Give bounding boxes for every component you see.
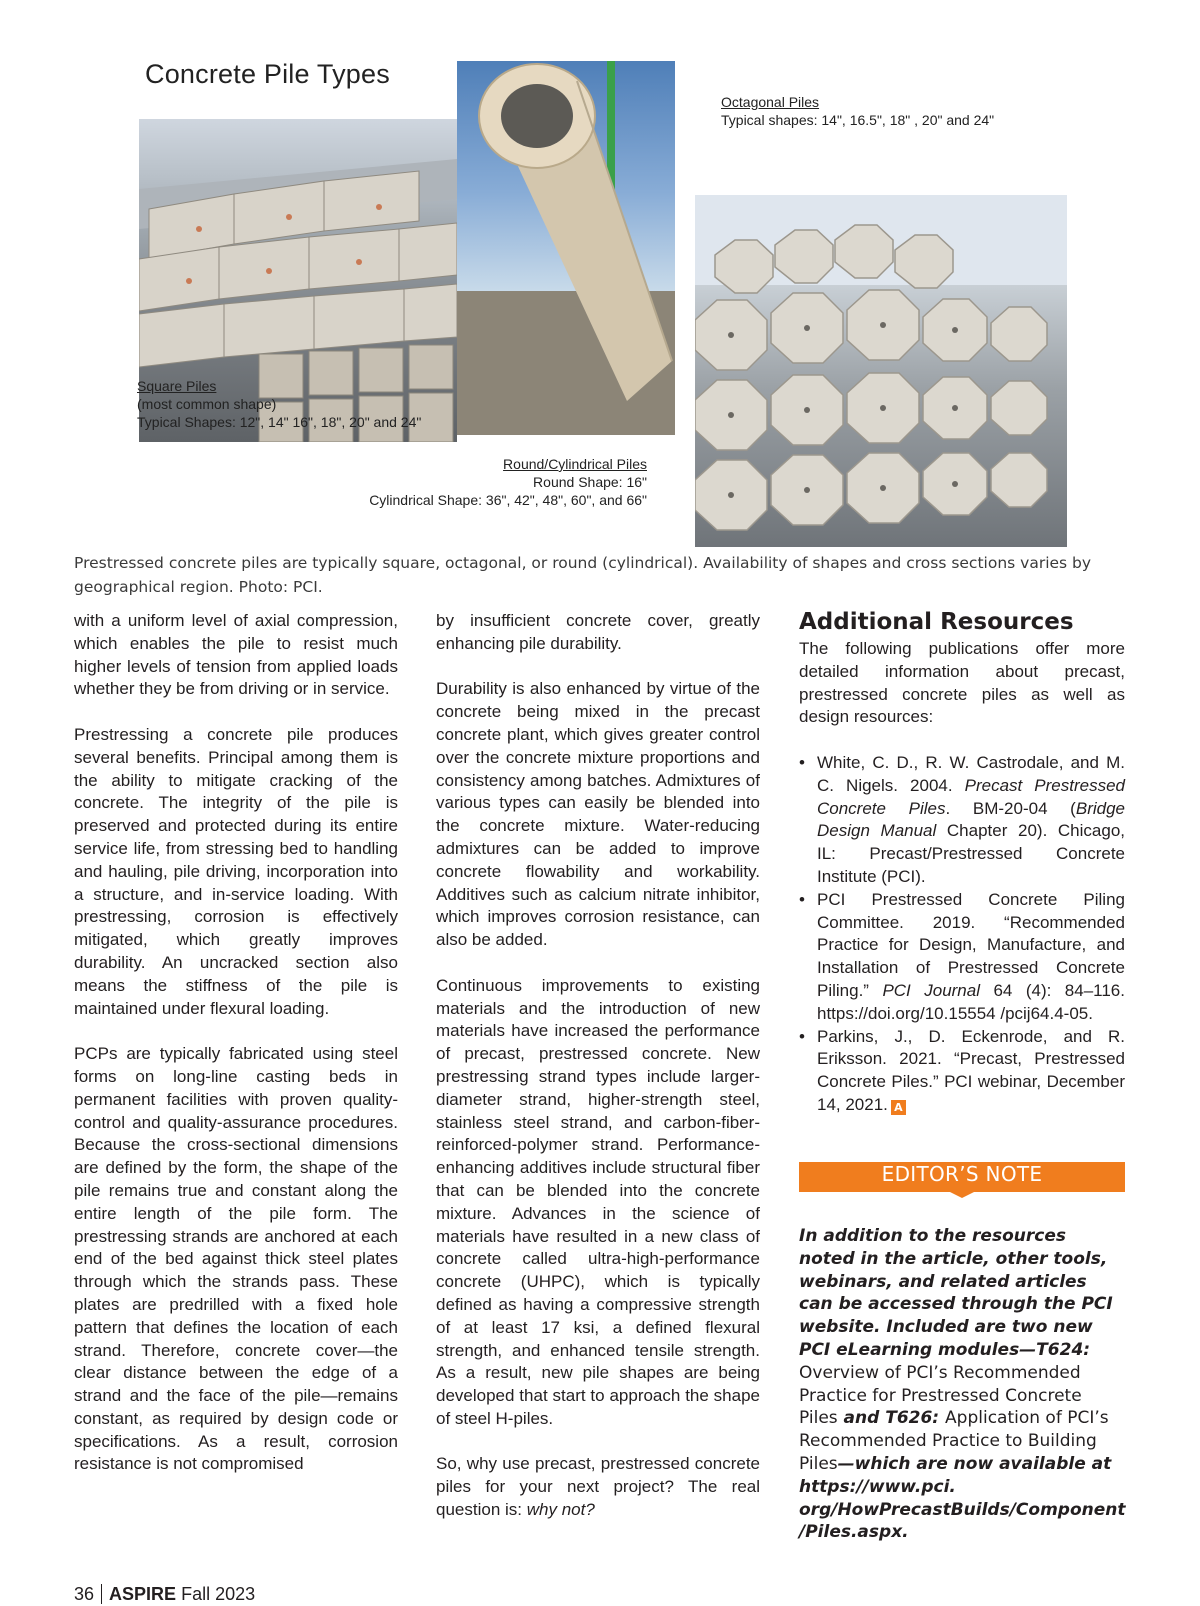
ref-text: . BM-20-04 ( <box>945 798 1076 818</box>
article-column-2 <box>436 610 760 1545</box>
resources-heading: Additional Resources <box>799 609 1074 635</box>
closing-text: So, why use precast, prestressed concrete piles for your next project? The real question is: <box>436 1454 760 1520</box>
square-piles-name: Square Piles <box>137 378 217 394</box>
square-piles-note: (most common shape) <box>137 396 277 412</box>
aspire-end-mark-icon: A <box>891 1100 906 1115</box>
ref-text: PCI Prestressed Concrete Piling Committee. 2019. “Recommended Practice for Design, Manufacture, and Installation of Prestressed Concrete Piling.” <box>817 889 1125 1000</box>
issue-label: Fall 2023 <box>181 1584 256 1604</box>
round-pile-photo <box>457 61 675 435</box>
resource-item <box>799 889 1125 1026</box>
closing-paragraph <box>436 1453 760 1521</box>
page-number: 36 <box>74 1584 102 1604</box>
round-piles-round-shape: Round Shape: 16" <box>533 474 647 490</box>
paragraph: Continuous improvements to existing materials and the introduction of new materials have increased the performance of precast, prestressed concrete. New prestressing strand types include larger-diameter strand, higher-strength steel, stainless steel strand, and carbon-fiber-reinforced-polymer strand. Performance-enhancing additives include structural fiber that can be blended into the concrete mixture. Advances in the science of materials have resulted in a new class of concrete called ultra-high-performance concrete (UHPC), which is typically defined as having a compressive strength of at least 17 ksi, a defined flexural strength, and enhanced tensile strength. As a result, new pile shapes are being developed that start to approach the shape of steel H-piles. <box>436 975 760 1428</box>
round-piles-name: Round/Cylindrical Piles <box>503 456 647 472</box>
square-piles-label <box>137 377 421 431</box>
ref-text: White, C. D., R. W. Castrodale, and M. C. Nigels. 2004. <box>817 752 1125 795</box>
article-column-1 <box>74 610 398 1499</box>
editors-note-title: EDITOR’S NOTE <box>881 1162 1043 1186</box>
additional-resources <box>799 610 1125 1117</box>
page-footer <box>74 1584 255 1605</box>
paragraph: Durability is also enhanced by virtue of the concrete being mixed in the precast concrete plant, which gives greater control over the concrete mixture proportions and consistency among batches. Admixtures of various types can easily be blended into the concrete mixture. Water-reducing admixtures can be added to improve concrete flowability and workability. Additives such as calcium nitrate inhibitor, which improves corrosion resistance, can also be added. <box>436 679 760 950</box>
pile-types-figure <box>139 55 1067 525</box>
round-piles-cylindrical-shape: Cylindrical Shape: 36", 42", 48", 60", and 66" <box>369 492 647 508</box>
ref-journal: PCI Journal <box>882 980 980 1000</box>
editors-note-text <box>799 1225 1125 1544</box>
resource-item <box>799 1026 1125 1117</box>
figure-title: Concrete Pile Types <box>145 59 390 89</box>
paragraph: with a uniform level of axial compression, which enables the pile to resist much higher levels of tension from applied loads whether they be from driving or in service. <box>74 611 398 699</box>
octagonal-piles-name: Octagonal Piles <box>721 94 820 110</box>
note-text: —which are now available at https://www.pci. org/HowPrecastBuilds/Component /Piles.aspx. <box>799 1453 1126 1543</box>
editors-note-banner <box>799 1162 1125 1196</box>
square-piles-shapes: Typical Shapes: 12", 14" 16", 18", 20" and 24" <box>137 414 422 430</box>
resources-intro: The following publications offer more detailed information about precast, prestressed concrete piles as well as design resources: <box>799 639 1125 727</box>
paragraph: Prestressing a concrete pile produces several benefits. Principal among them is the ability to mitigate cracking of the concrete. The integrity of the pile is preserved and protected during its entire service life, from stressing bed to handling and hauling, pile driving, incorporation into a structure, and in-service loading. With prestressing, corrosion is effectively mitigated, which greatly improves durability. An uncracked section also means the stiffness of the pile is maintained under flexural loading. <box>74 724 398 1018</box>
note-text: and T626: <box>837 1408 946 1429</box>
magazine-name: ASPIRE <box>109 1584 177 1604</box>
ref-text: Chapter 20). Chicago, IL: Precast/Prestressed Concrete Institute (PCI). <box>817 821 1125 886</box>
octagonal-piles-shapes: Typical shapes: 14", 16.5", 18" , 20" and 24" <box>721 112 995 128</box>
ref-text: Parkins, J., D. Eckenrode, and R. Eriksson. 2021. “Precast, Prestressed Concrete Piles.” PCI webinar, December 14, 2021. <box>817 1026 1125 1114</box>
closing-italic: why not? <box>526 1500 595 1520</box>
resource-item <box>799 752 1125 889</box>
round-piles-label <box>347 455 647 509</box>
ref-text: 64 (4): 84–116. https://doi.org/10.15554 /pcij64.4-05. <box>817 980 1125 1023</box>
note-module-title: Overview of PCI’s Recommended Practice for Prestressed Concrete Piles <box>799 1362 1082 1429</box>
ref-title: Precast Prestressed Concrete Piles <box>817 775 1125 818</box>
octagonal-piles-photo <box>695 195 1067 547</box>
figure-caption: Prestressed concrete piles are typically square, octagonal, or round (cylindrical). Availability of shapes and cross sections varies by geographical region. Photo: PCI. <box>74 554 1092 596</box>
note-module-title: Application of PCI’s Recommended Practice to Building Piles <box>799 1408 1109 1474</box>
note-text: In addition to the resources noted in the article, other tools, webinars, and related articles can be accessed through the PCI website. Included are two new PCI eLearning modules—T624: <box>799 1226 1113 1360</box>
ref-title: Bridge Design Manual <box>817 798 1125 841</box>
octagonal-piles-label <box>721 93 994 129</box>
paragraph: PCPs are typically fabricated using steel forms on long-line casting beds in permanent facilities with proven quality-control and quality-assurance procedures. Because the cross-sectional dimensions are defined by the form, the shape of the pile remains true and constant along the entire length of the pile form. The prestressing strands are anchored at each end of the bed against thick steel plates through which the strands pass. These plates are predrilled with a fixed hole pattern that defines the location of each strand. Therefore, concrete cover—the clear distance between the edge of a strand and the face of the pile—remains constant, as required by design code or specifications. As a result, corrosion resistance is not compromised <box>74 1044 398 1474</box>
resources-list <box>799 752 1125 1117</box>
paragraph: by insufficient concrete cover, greatly enhancing pile durability. <box>436 611 760 653</box>
